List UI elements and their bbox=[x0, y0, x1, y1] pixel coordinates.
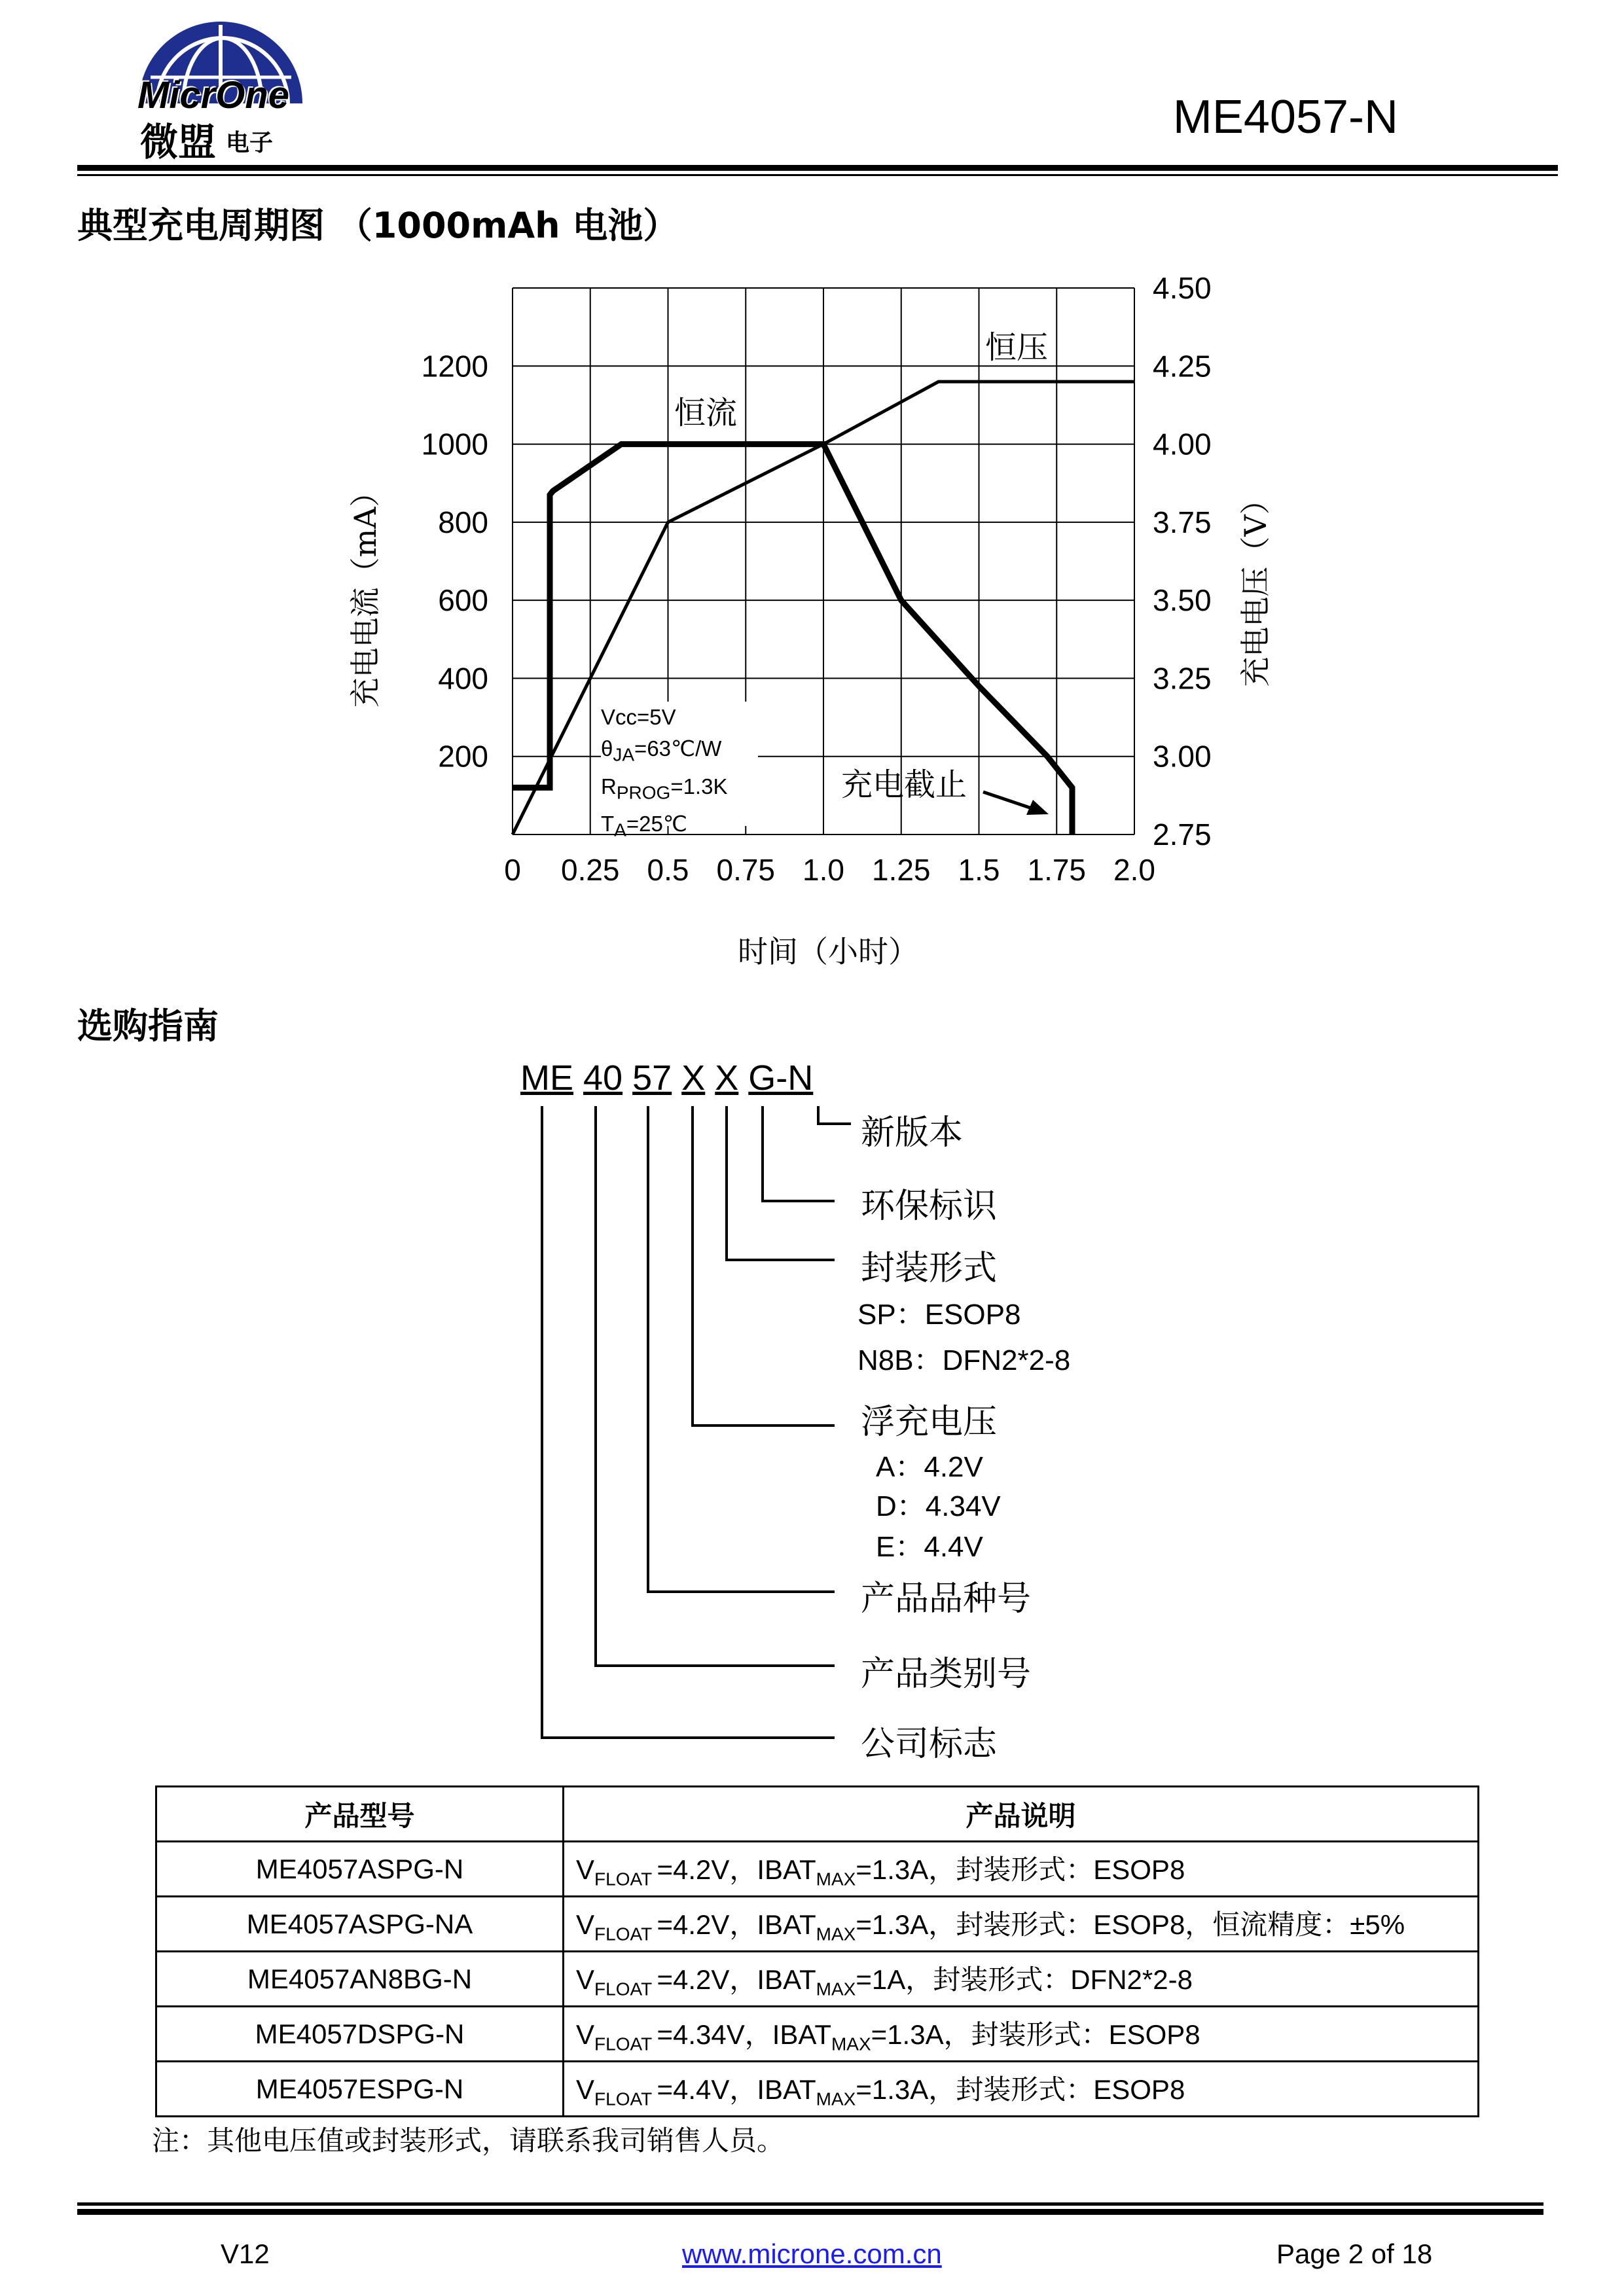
cond-vcc: Vcc=5V bbox=[601, 705, 676, 729]
cutoff-label: 充电截止 bbox=[841, 766, 967, 803]
table-row bbox=[156, 1952, 1479, 2007]
code-me: ME bbox=[520, 1058, 573, 1098]
y-left-tick-label: 200 bbox=[438, 739, 488, 774]
label-product-variety: 产品品种号 bbox=[861, 1579, 1032, 1619]
label-fv-a: A：4.2V bbox=[876, 1451, 983, 1483]
label-fv-d: D：4.34V bbox=[876, 1490, 1001, 1522]
cell-model: ME4057ESPG-N bbox=[156, 2062, 564, 2117]
footer-rule-thick bbox=[77, 2209, 1543, 2215]
x-tick-label: 1.5 bbox=[958, 853, 1000, 887]
label-float-voltage: 浮充电压 bbox=[861, 1403, 998, 1442]
table-row bbox=[156, 1842, 1479, 1897]
label-eco: 环保标识 bbox=[861, 1187, 998, 1226]
cell-model: ME4057AN8BG-N bbox=[156, 1952, 564, 2007]
x-tick-label: 1.0 bbox=[803, 853, 844, 887]
y-right-tick-label: 4.25 bbox=[1153, 349, 1212, 384]
cell-model: ME4057ASPG-N bbox=[156, 1842, 564, 1897]
x-tick-label: 1.25 bbox=[871, 853, 931, 887]
table-row bbox=[156, 1897, 1479, 1952]
product-table bbox=[155, 1785, 1479, 2117]
cv-label: 恒压 bbox=[985, 329, 1049, 366]
cc-label: 恒流 bbox=[674, 395, 738, 431]
cell-model: ME4057DSPG-N bbox=[156, 2007, 564, 2062]
code-57: 57 bbox=[632, 1058, 672, 1098]
y-right-label: 充电电压（V） bbox=[1238, 484, 1273, 687]
logo-cn-small: 电子 bbox=[226, 130, 274, 156]
footer-page: Page 2 of 18 bbox=[1276, 2238, 1433, 2269]
code-x1: X bbox=[681, 1058, 706, 1098]
label-package: 封装形式 bbox=[861, 1249, 998, 1288]
y-left-label: 充电电流（mA） bbox=[348, 476, 383, 708]
cell-desc: $V_{FLOAT} =4.2V$，$IBAT_{MAX}=1A$，封装形式：DFN2*2-8 bbox=[564, 1952, 1479, 2007]
table-row bbox=[156, 2062, 1479, 2117]
logo-text: MicrOne bbox=[137, 74, 290, 117]
y-right-tick-label: 3.50 bbox=[1153, 583, 1212, 618]
cell-desc: $V_{FLOAT} =4.4V$，$IBAT_{MAX}=1.3A$，封装形式：ESOP8 bbox=[564, 2062, 1479, 2117]
y-right-tick-label: 3.00 bbox=[1153, 739, 1212, 774]
x-tick-label: 0.25 bbox=[560, 853, 620, 887]
footer-url-link[interactable]: www.microne.com.cn bbox=[682, 2238, 942, 2269]
code-40: 40 bbox=[583, 1058, 623, 1098]
model-number: ME4057-N bbox=[1172, 91, 1398, 143]
y-right-tick-label: 3.25 bbox=[1153, 661, 1212, 696]
logo-cn: 微盟 bbox=[140, 120, 217, 164]
code-x2: X bbox=[715, 1058, 739, 1098]
chart-title: 典型充电周期图 （1000mAh 电池） bbox=[77, 205, 679, 246]
y-right-tick-label: 4.50 bbox=[1153, 271, 1212, 305]
cond-theta: $\theta_{JA}=63℃/W$ bbox=[601, 736, 722, 765]
th-desc: 产品说明 bbox=[564, 1787, 1479, 1842]
y-left-tick-label: 800 bbox=[438, 505, 488, 539]
cell-desc: $V_{FLOAT} =4.34V$，$IBAT_{MAX}=1.3A$，封装形式：ESOP8 bbox=[564, 2007, 1479, 2062]
label-company: 公司标志 bbox=[861, 1725, 998, 1764]
x-tick-label: 2.0 bbox=[1113, 853, 1155, 887]
footer-rule bbox=[77, 2202, 1543, 2206]
y-right-tick-label: 4.00 bbox=[1153, 427, 1212, 461]
y-left-tick-label: 400 bbox=[438, 661, 488, 696]
x-tick-label: 0.75 bbox=[716, 853, 776, 887]
x-tick-label: 1.75 bbox=[1027, 853, 1087, 887]
cond-rprog: $R_{PROG}=1.3K$ bbox=[601, 774, 728, 803]
y-left-tick-label: 1200 bbox=[421, 349, 488, 384]
y-left-tick-label: 1000 bbox=[421, 427, 488, 461]
table-row bbox=[156, 2007, 1479, 2062]
table-header-row bbox=[156, 1787, 1479, 1842]
footer-version: V12 bbox=[221, 2238, 270, 2269]
label-product-category: 产品类别号 bbox=[861, 1655, 1032, 1694]
cond-ta: $T_A=25℃$ bbox=[601, 812, 687, 840]
th-model: 产品型号 bbox=[156, 1787, 564, 1842]
cell-desc: $V_{FLOAT} =4.2V$，$IBAT_{MAX}=1.3A$，封装形式：ESOP8 bbox=[564, 1842, 1479, 1897]
x-tick-label: 0.5 bbox=[647, 853, 689, 887]
y-left-tick-label: 600 bbox=[438, 583, 488, 618]
cell-desc: $V_{FLOAT} =4.2V$，$IBAT_{MAX}=1.3A$，封装形式：ESOP8，恒流精度：±5% bbox=[564, 1897, 1479, 1952]
cell-model: ME4057ASPG-NA bbox=[156, 1897, 564, 1952]
x-tick-label: 0 bbox=[504, 853, 521, 887]
label-package-n8b: N8B：DFN2*2-8 bbox=[857, 1344, 1071, 1376]
y-right-tick-label: 3.75 bbox=[1153, 505, 1212, 539]
table-note: 注：其他电压值或封装形式，请联系我司销售人员。 bbox=[152, 2125, 785, 2157]
code-gn: G-N bbox=[748, 1058, 814, 1098]
x-label: 时间（小时） bbox=[738, 934, 918, 969]
label-fv-e: E：4.4V bbox=[876, 1531, 983, 1563]
label-package-sp: SP：ESOP8 bbox=[857, 1299, 1021, 1331]
y-right-tick-label: 2.75 bbox=[1153, 817, 1212, 852]
label-new-version: 新版本 bbox=[861, 1113, 964, 1153]
guide-title: 选购指南 bbox=[77, 1005, 219, 1047]
